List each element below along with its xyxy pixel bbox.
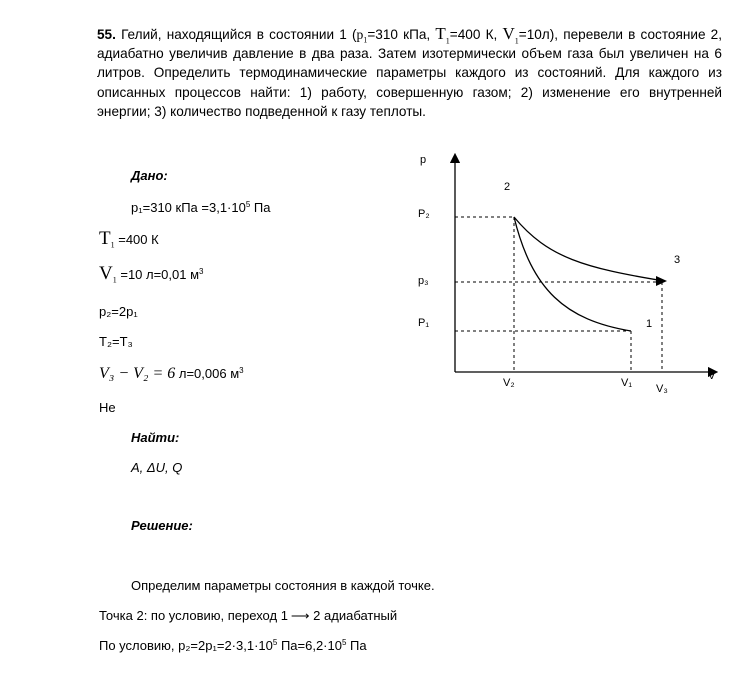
given-gas: He (99, 400, 116, 415)
given-p1: p₁=310 кПа $=3,1\cdot 10^5$ Па (131, 200, 271, 215)
p2-label: P₂ (418, 208, 430, 220)
problem-number: 55. (97, 27, 116, 42)
solution-intro: Определим параметры состояния в каждой точке. (131, 578, 435, 593)
solution-condition: По условию, $p_2=2p_1=2\cdot 3,1\cdot 10^5$ $Па=6,2\cdot 10^5$ Па (99, 638, 367, 653)
p3-label: p₃ (418, 275, 429, 287)
given-p2: p₂=2p₁ (99, 304, 138, 319)
isotherm-curve-2-3 (514, 217, 664, 281)
find-heading: Найти: (131, 430, 180, 445)
state-1-label: 1 (646, 318, 653, 330)
given-heading: Дано: (131, 168, 168, 183)
p1-label: P₁ (418, 317, 430, 329)
problem-p1-value: =310 кПа, (367, 27, 431, 42)
problem-v1-symbol: $V_1$ (502, 24, 519, 46)
v-axis-label: V (708, 370, 716, 382)
given-volume-difference: V₃ − V₂ = 6 л=0,006 $м^3$ (99, 365, 244, 382)
state-3-label: 3 (674, 254, 681, 266)
solution-heading: Решение: (131, 518, 193, 533)
p-axis-label: p (420, 154, 427, 166)
v2-label: V₂ (503, 377, 515, 389)
v1-label: V₁ (621, 377, 633, 389)
dashed-guides (455, 217, 662, 372)
solution-point2: Точка 2: по условию, переход 1 ⟶ 2 адиабатный (99, 608, 398, 623)
find-items: A, ΔU, Q (131, 460, 183, 475)
given-t1: $T_1 =400$ К (99, 228, 159, 250)
given-v1: $V_1 =10$ л=0,01 $м^3$ (99, 263, 204, 285)
problem-v1-value: =10л), перевели в состояние 2, (518, 27, 723, 42)
state-2-label: 2 (504, 181, 511, 193)
given-t2: T₂=T₃ (99, 334, 133, 349)
adiabat-curve-1-2 (514, 217, 631, 331)
problem-p1-symbol: $p_1$ (356, 27, 368, 45)
problem-t1-value: =400 К, (449, 27, 498, 42)
problem-t1-symbol: $T_1$ (435, 24, 450, 46)
problem-text-a: Гелий, находящийся в состоянии 1 ( (121, 27, 357, 42)
problem-text-b: адиабатно увеличив давление в два раза. Затем изотермически объем газа был увеличен на 6 литров. Определить термодинамические параметры каждого из состояний. Для каждого из описанных процессов найти: 1) работу, совершенную газом; 2) изменение его внутренней энергии; 3) количество подведенной к газу теплоты. (97, 46, 722, 119)
v3-label: V₃ (656, 383, 668, 395)
